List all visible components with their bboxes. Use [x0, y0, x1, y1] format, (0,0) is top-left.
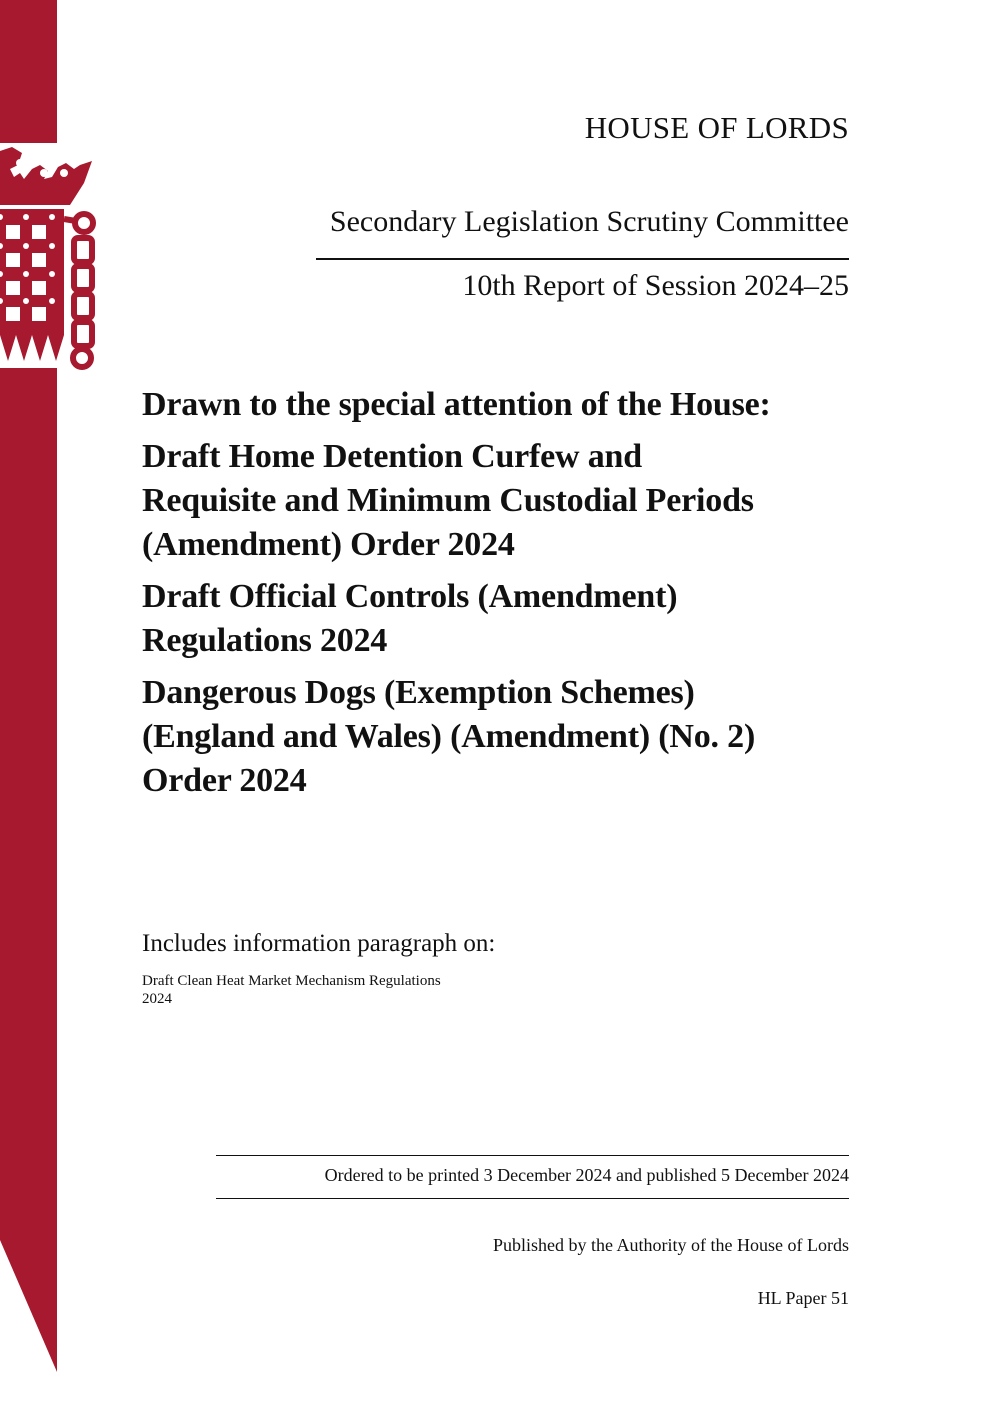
instrument-title: Dangerous Dogs (Exemption Schemes) (England and Wales) (Amendment) (No. 2) Order 2024: [142, 674, 756, 799]
footer-divider-top: [216, 1155, 849, 1156]
info-item: Draft Clean Heat Market Mechanism Regulations 2024: [142, 973, 441, 1007]
info-heading: Includes information paragraph on:: [142, 930, 496, 957]
ordered-printed-date: Ordered to be printed 3 December 2024 and published 5 December 2024: [324, 1165, 849, 1185]
published-by: Published by the Authority of the House of Lords: [493, 1235, 849, 1255]
instrument-title: Draft Home Detention Curfew and Requisite and Minimum Custodial Periods (Amendment) Order 2024: [142, 438, 754, 563]
committee-name: Secondary Legislation Scrutiny Committee: [329, 205, 849, 238]
instrument-title: Draft Official Controls (Amendment) Regulations 2024: [142, 578, 678, 659]
attention-heading: Drawn to the special attention of the House:: [142, 386, 771, 423]
paper-number: HL Paper 51: [757, 1288, 849, 1308]
session-label: 10th Report of Session 2024–25: [462, 269, 849, 302]
footer-divider-bottom: [216, 1198, 849, 1199]
report-titles: [142, 383, 842, 811]
house-title: HOUSE OF LORDS: [584, 110, 849, 145]
portcullis-icon: [0, 143, 100, 371]
header-divider: [316, 258, 849, 260]
